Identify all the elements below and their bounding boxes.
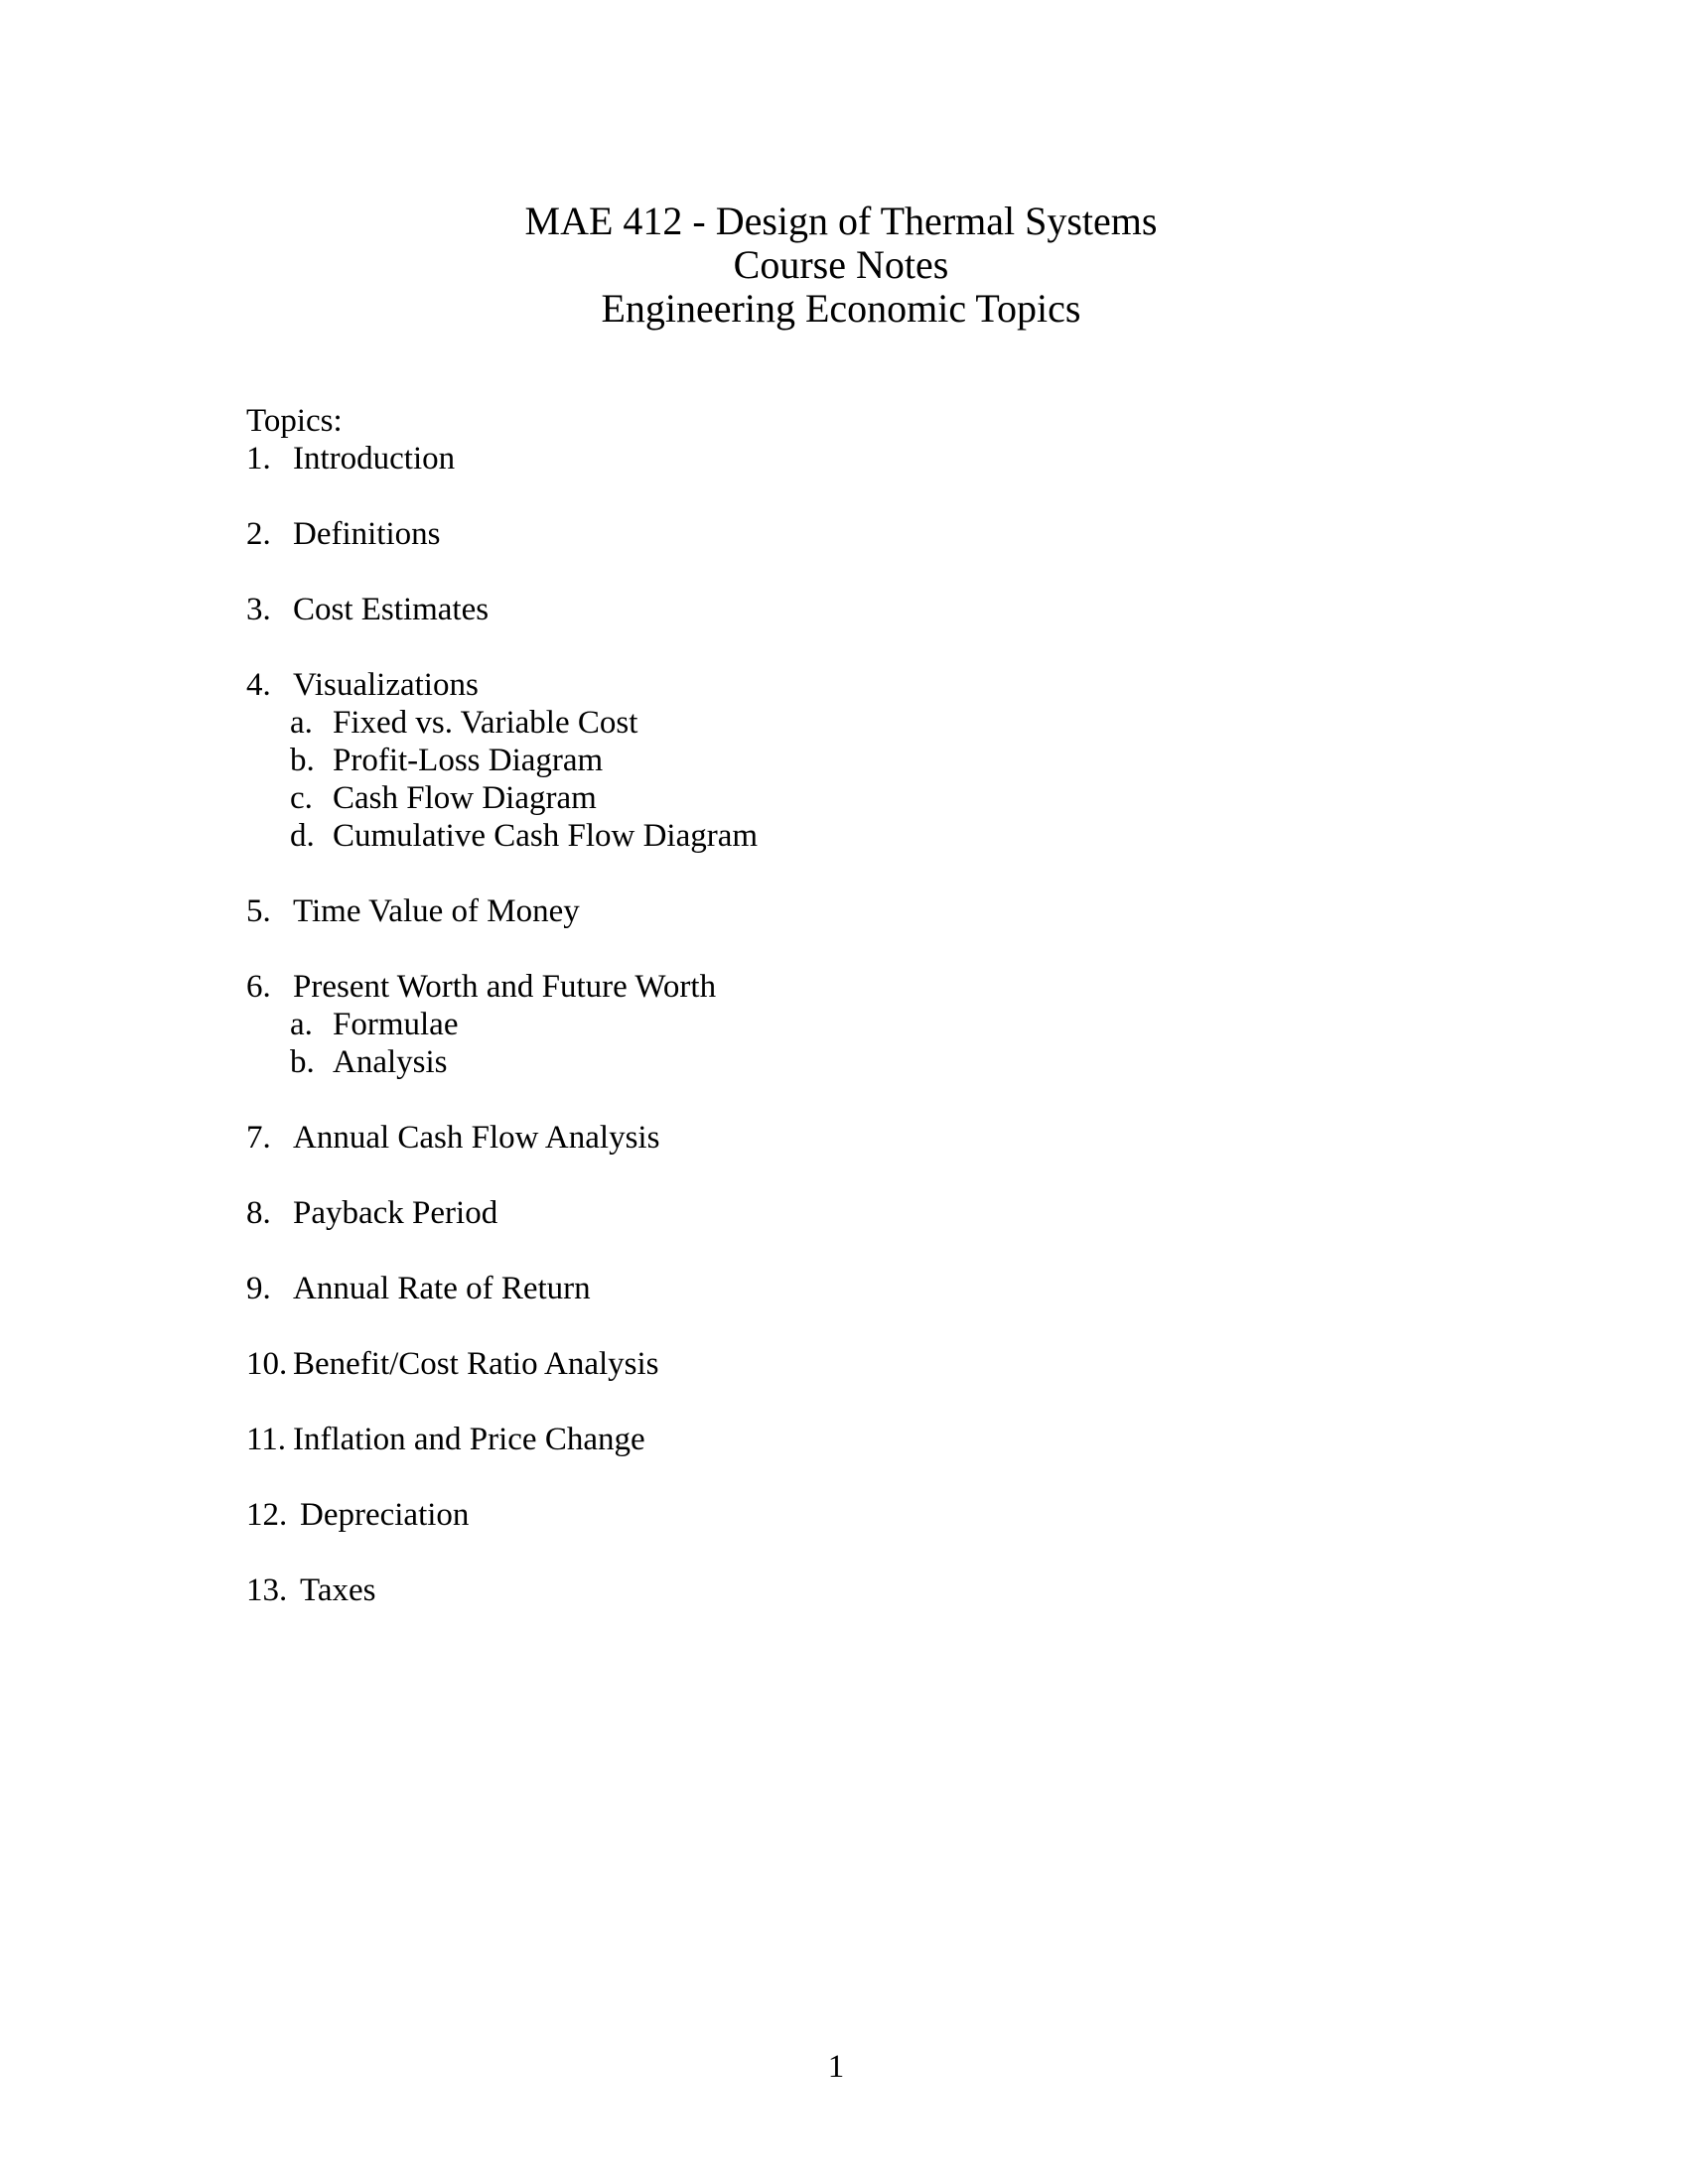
subtopic-item-analysis	[246, 1043, 448, 1081]
topic-label: Visualizations	[293, 667, 479, 703]
topic-number: 1.	[246, 441, 271, 477]
topic-label: Present Worth and Future Worth	[293, 969, 717, 1005]
topic-item-annual-cash-flow-analysis	[246, 1119, 660, 1157]
topic-item-payback-period	[246, 1194, 498, 1232]
topic-subtitle: Engineering Economic Topics	[601, 286, 1081, 331]
subtopic-label: Cumulative Cash Flow Diagram	[333, 818, 759, 854]
topic-number: 12.	[246, 1497, 288, 1533]
topic-item-depreciation	[246, 1496, 470, 1534]
topics-heading: Topics:	[246, 403, 343, 439]
subtopic-item-cash-flow-diagram	[246, 779, 597, 817]
subtopic-list	[246, 704, 759, 855]
subtopic-item-fixed-vs-variable-cost	[246, 704, 638, 742]
topic-label: Benefit/Cost Ratio Analysis	[293, 1346, 659, 1382]
topic-number: 6.	[246, 969, 271, 1005]
subtopic-label: Cash Flow Diagram	[333, 780, 597, 816]
subtopic-letter: c.	[290, 780, 313, 816]
topic-label: Taxes	[300, 1572, 376, 1608]
topic-label: Introduction	[293, 441, 456, 477]
topic-number: 5.	[246, 893, 271, 929]
topic-item-definitions	[246, 515, 441, 553]
topic-item-benefit-cost-ratio	[246, 1345, 659, 1383]
topic-label: Cost Estimates	[293, 592, 490, 627]
topic-label: Depreciation	[300, 1497, 470, 1533]
subtopic-label: Analysis	[333, 1044, 448, 1080]
topic-list	[246, 440, 759, 1609]
topic-item-time-value-of-money	[246, 892, 580, 930]
topic-number: 9.	[246, 1271, 271, 1306]
topic-label: Time Value of Money	[293, 893, 580, 929]
topic-number: 2.	[246, 516, 271, 552]
course-title: MAE 412 - Design of Thermal Systems	[524, 199, 1158, 243]
page-number: 1	[827, 2049, 845, 2085]
topics-section	[246, 402, 759, 1647]
topic-number: 4.	[246, 667, 271, 703]
subtopic-letter: b.	[290, 743, 315, 778]
topic-item-present-and-future-worth	[246, 968, 717, 1081]
subtopic-label: Formulae	[333, 1007, 459, 1042]
subtopic-letter: b.	[290, 1044, 315, 1080]
topic-label: Annual Cash Flow Analysis	[293, 1120, 660, 1156]
topic-item-annual-rate-of-return	[246, 1270, 591, 1307]
subtopic-item-profit-loss-diagram	[246, 742, 604, 779]
topic-label: Definitions	[293, 516, 441, 552]
subtopic-item-formulae	[246, 1006, 459, 1043]
topic-number: 8.	[246, 1195, 271, 1231]
document-subtitle: Course Notes	[733, 242, 949, 287]
topic-item-taxes	[246, 1571, 376, 1609]
topic-number: 7.	[246, 1120, 271, 1156]
topic-number: 10.	[246, 1346, 288, 1382]
topic-item-visualizations	[246, 666, 759, 855]
subtopic-item-cumulative-cash-flow-diagram	[246, 817, 759, 855]
topic-label: Payback Period	[293, 1195, 498, 1231]
topic-number: 13.	[246, 1572, 288, 1608]
subtopic-label: Fixed vs. Variable Cost	[333, 705, 638, 741]
topic-label: Annual Rate of Return	[293, 1271, 591, 1306]
subtopic-letter: a.	[290, 1007, 313, 1042]
subtopic-label: Profit-Loss Diagram	[333, 743, 604, 778]
topic-label: Inflation and Price Change	[293, 1422, 645, 1457]
topic-number: 11.	[246, 1422, 287, 1457]
topic-item-inflation-and-price-change	[246, 1421, 645, 1458]
topic-item-cost-estimates	[246, 591, 490, 628]
subtopic-letter: a.	[290, 705, 313, 741]
topic-number: 3.	[246, 592, 271, 627]
document-title	[0, 200, 1682, 331]
subtopic-list	[246, 1006, 459, 1081]
subtopic-letter: d.	[290, 818, 315, 854]
topic-item-introduction	[246, 440, 456, 478]
